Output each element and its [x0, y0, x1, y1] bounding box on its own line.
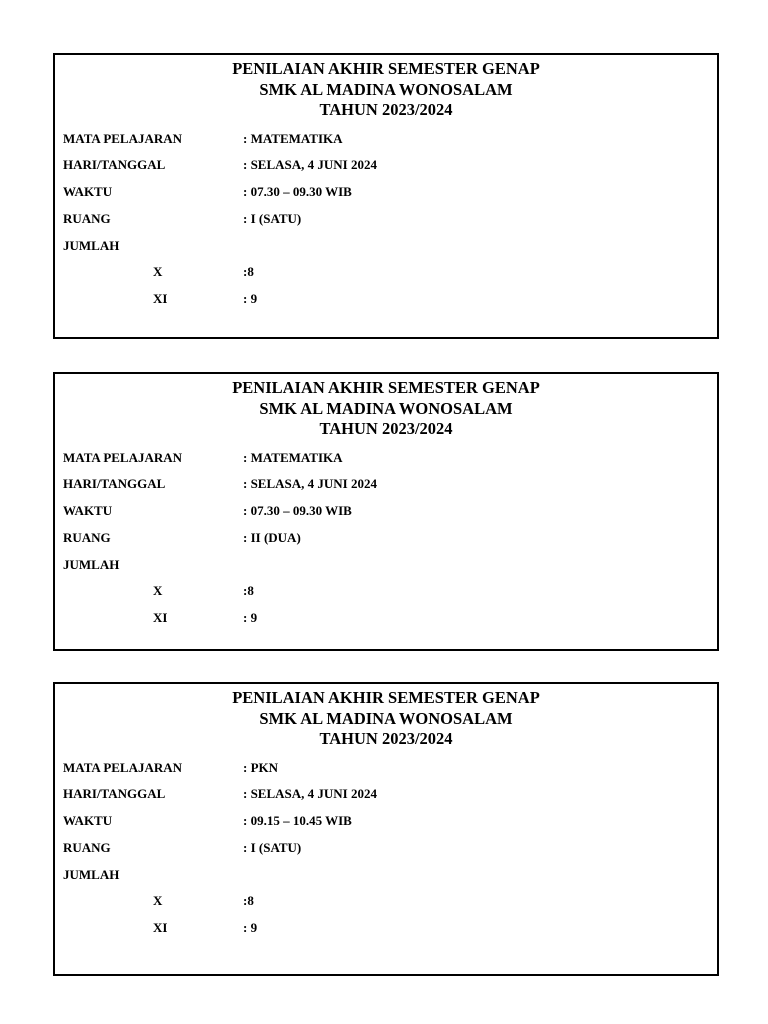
- class-x-value: :8: [243, 583, 254, 599]
- class-x-value: :8: [243, 264, 254, 280]
- class-x-label: X: [153, 583, 163, 599]
- date-label: HARI/TANGGAL: [63, 157, 166, 173]
- class-x-label: X: [153, 264, 163, 280]
- date-value: : SELASA, 4 JUNI 2024: [243, 476, 377, 492]
- room-label: RUANG: [63, 210, 111, 226]
- subject-label: MATA PELAJARAN: [63, 130, 183, 146]
- row-class-x: [55, 577, 717, 604]
- room-label: RUANG: [63, 839, 111, 855]
- room-label: RUANG: [63, 529, 111, 545]
- row-class-xi: [55, 604, 717, 631]
- academic-year: TAHUN 2023/2024: [319, 419, 453, 438]
- row-class-x: [55, 258, 717, 285]
- room-value: : I (SATU): [243, 839, 302, 855]
- card-header: [55, 59, 717, 121]
- exam-card-3: [53, 682, 719, 976]
- count-label: JUMLAH: [63, 866, 120, 882]
- exam-title: PENILAIAN AKHIR SEMESTER GENAP: [232, 378, 540, 397]
- subject-label: MATA PELAJARAN: [63, 759, 183, 775]
- info-rows: [55, 444, 717, 632]
- row-room: [55, 524, 717, 551]
- date-value: : SELASA, 4 JUNI 2024: [243, 157, 377, 173]
- school-name: SMK AL MADINA WONOSALAM: [259, 708, 513, 728]
- exam-title: PENILAIAN AKHIR SEMESTER GENAP: [232, 59, 540, 78]
- row-count: [55, 232, 717, 259]
- class-xi-label: XI: [153, 291, 168, 307]
- row-room: [55, 205, 717, 232]
- date-value: : SELASA, 4 JUNI 2024: [243, 786, 377, 802]
- subject-value: : MATEMATIKA: [243, 130, 343, 146]
- exam-card-1: [53, 53, 719, 339]
- room-value: : I (SATU): [243, 210, 302, 226]
- exam-card-2: [53, 372, 719, 651]
- time-label: WAKTU: [63, 184, 113, 200]
- academic-year: TAHUN 2023/2024: [319, 100, 453, 119]
- row-date: [55, 780, 717, 807]
- time-value: : 07.30 – 09.30 WIB: [243, 503, 352, 519]
- time-label: WAKTU: [63, 813, 113, 829]
- row-date: [55, 151, 717, 178]
- card-header: [55, 688, 717, 750]
- row-count: [55, 551, 717, 578]
- row-date: [55, 470, 717, 497]
- class-x-value: :8: [243, 893, 254, 909]
- info-rows: [55, 125, 717, 313]
- count-label: JUMLAH: [63, 237, 120, 253]
- exam-title: PENILAIAN AKHIR SEMESTER GENAP: [232, 688, 540, 707]
- date-label: HARI/TANGGAL: [63, 476, 166, 492]
- class-xi-value: : 9: [243, 610, 258, 626]
- class-xi-label: XI: [153, 610, 168, 626]
- class-xi-label: XI: [153, 920, 168, 936]
- row-class-x: [55, 887, 717, 914]
- academic-year: TAHUN 2023/2024: [319, 729, 453, 748]
- subject-label: MATA PELAJARAN: [63, 449, 183, 465]
- row-subject: [55, 754, 717, 781]
- subject-value: : MATEMATIKA: [243, 449, 343, 465]
- row-count: [55, 861, 717, 888]
- school-name: SMK AL MADINA WONOSALAM: [259, 79, 513, 99]
- row-room: [55, 834, 717, 861]
- card-header: [55, 378, 717, 440]
- room-value: : II (DUA): [243, 529, 301, 545]
- row-class-xi: [55, 914, 717, 941]
- row-time: [55, 178, 717, 205]
- row-time: [55, 497, 717, 524]
- date-label: HARI/TANGGAL: [63, 786, 166, 802]
- info-rows: [55, 754, 717, 942]
- row-subject: [55, 444, 717, 471]
- row-class-xi: [55, 285, 717, 312]
- time-value: : 07.30 – 09.30 WIB: [243, 184, 352, 200]
- class-xi-value: : 9: [243, 291, 258, 307]
- time-label: WAKTU: [63, 503, 113, 519]
- row-subject: [55, 125, 717, 152]
- subject-value: : PKN: [243, 759, 279, 775]
- count-label: JUMLAH: [63, 556, 120, 572]
- class-xi-value: : 9: [243, 920, 258, 936]
- school-name: SMK AL MADINA WONOSALAM: [259, 398, 513, 418]
- time-value: : 09.15 – 10.45 WIB: [243, 813, 352, 829]
- class-x-label: X: [153, 893, 163, 909]
- row-time: [55, 807, 717, 834]
